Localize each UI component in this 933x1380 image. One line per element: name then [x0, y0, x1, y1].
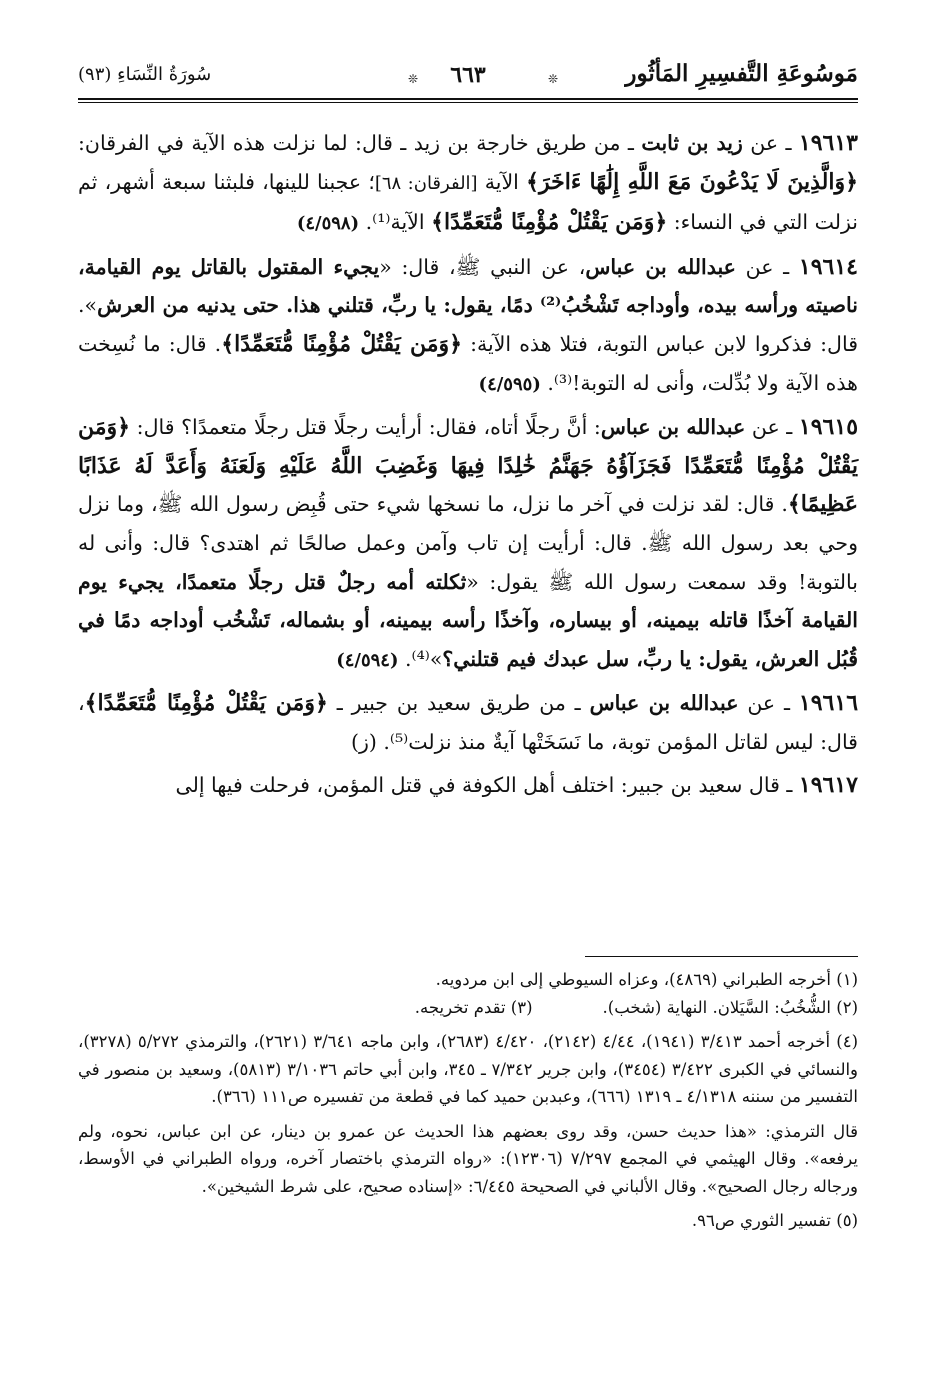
- reference: [الفرقان: ٦٨]: [374, 172, 478, 194]
- hadith-entry: [78, 124, 858, 244]
- entry-number: ١٩٦١٧: [798, 771, 858, 798]
- entry-text: ـ من طريق خارجة بن زيد ـ قال: لما نزلت هذه الآية في الفرقان:: [78, 131, 642, 155]
- entry-text: ـ من طريق سعيد بن جبير ـ: [327, 691, 590, 716]
- footnotes: [78, 966, 858, 1235]
- hadith-entry: [78, 408, 858, 680]
- entry-text: عبدالله بن عباس: [589, 691, 739, 716]
- footnote-separator: [585, 956, 858, 957]
- surah-label: سُورَةُ النِّسَاءِ (٩٣): [78, 64, 212, 85]
- page-number: ٦٦٣: [450, 62, 486, 88]
- entry-text: . قال: لقد نزلت في آخر ما نزل، ما نسخها شيء حتى قُبِض رسول الله ﷺ، وما نزل وحي بعد رسول الله ﷺ. قال: أرأيت إن تاب وآمن وعمل صالحًا ثم اهتدى؟ قال: وأنى له بالتوبة! وقد سمعت رسول الله ﷺ يقول: «: [78, 492, 858, 594]
- book-title: مَوسُوعَةِ التَّفسِيرِ المَأثُور: [625, 60, 858, 87]
- entry-text: ؛ عجبنا للينها، فلبثنا سبعة أشهر، ثم نزلت التي في النساء:: [78, 169, 858, 235]
- footnote-2: (٢) الشُّخُبُ: السَّيَلان. النهاية (شخب).: [602, 997, 858, 1017]
- entry-text: ـ قال سعيد بن جبير: اختلف أهل الكوفة في قتل المؤمن، فرحلت فيها إلى: [175, 772, 799, 797]
- entry-text: : أنَّ رجلًا أتاه، فقال: أرأيت رجلًا قتل رجلًا متعمدًا؟ قال:: [130, 415, 601, 440]
- entry-text: ». قال: فذكروا لابن عباس التوبة، فتلا هذه الآية:: [78, 293, 858, 356]
- entry-text: ـ عن: [742, 131, 799, 155]
- page-header: [78, 58, 858, 100]
- entry-text: الآية⁽¹⁾.: [359, 210, 432, 235]
- quran-verse: ﴿وَمَن يَقْتُلْ مُؤْمِنًا مُّتَعَمِّدًا﴾: [221, 330, 463, 357]
- entry-number: ١٩٦١٤: [798, 253, 858, 280]
- hadith-entry: [78, 684, 858, 761]
- ornament-left: ❊: [407, 72, 418, 86]
- footnote-tirmidhi: قال الترمذي: «هذا حديث حسن، وقد روى بعضهم هذا الحديث عن عمرو بن دينار، عن ابن عباس، نحوه، ولم يرفعه». وقال الهيثمي في المجمع ٧/٢٩٧ (١٢٣٠٦): «رواه الترمذي باختصار آخره، ورواه الطبراني في الأوسط، ورجاله رجال الصحيح». وقال الألباني في الصحيحة ٦/٤٤٥: «إسناده صحيح، على شرط الشيخين».: [78, 1121, 858, 1196]
- quran-verse: ﴿وَمَن يَقْتُلْ مُؤْمِنًا مُّتَعَمِّدًا﴾: [84, 690, 328, 717]
- entry-text: يجيء المقتول بالقاتل يوم القيامة، ناصيته ورأسه بيده، وأوداجه تَشْخُبُ⁽²⁾ دمًا، يقول: يا ربِّ، قتلني هذا. حتى يدنيه من العرش: [78, 254, 859, 318]
- footnote-5: (٥) تفسير الثوري ص٩٦.: [691, 1211, 858, 1230]
- entry-text: الآية: [477, 169, 527, 194]
- entry-text: ثكلته أمه رجلٌ قتل رجلًا متعمدًا، يجيء يوم القيامة آخذًا قاتله بيمينه، أو بيساره، وآخذًا رأسه بيمينه، أو بشماله، تَشْخُب أوداجه دمًا في قُبُل العرش، يقول: يا ربِّ، سل عبدك فيم قتلني؟: [78, 569, 858, 671]
- entry-text: زيد بن ثابت: [641, 131, 743, 155]
- entry-number: ١٩٦١٦: [798, 690, 859, 717]
- reference: (٤/٥٩٥): [478, 373, 541, 395]
- hadith-entry: [78, 766, 858, 805]
- entry-number: ١٩٦١٣: [798, 130, 858, 156]
- footnote-1: (١) أخرجه الطبراني (٤٨٦٩)، وعزاه السيوطي إلى ابن مردويه.: [435, 970, 858, 989]
- footnote-3: (٣) تقدم تخريجه.: [414, 997, 533, 1017]
- entry-text: ـ عن: [738, 691, 799, 716]
- footnote-4: (٤) أخرجه أحمد ٣/٤١٣ (١٩٤١)، ٤/٤٤ (٢١٤٢)، ٤/٤٢٠ (٢٦٨٣)، وابن ماجه ٣/٦٤١ (٢٦٢١)، والترمذي ٥/٢٧٢ (٣٢٧٨)، والنسائي في الكبرى ٣/٤٢٢ (٣٤٥٤)، وابن جرير ٧/٣٤٢ ـ ٣٤٥، وابن أبي حاتم ٣/١٠٣٦ (٥٨١٣)، وسعيد بن منصور في التفسير من سننه ٤/١٣١٨ ـ ١٣١٩ (٦٦٦)، وعبدبن حميد كما في قطعة من تفسيره ص١١١ (٣٦٦).: [78, 1032, 859, 1106]
- entry-text: ـ عن: [745, 415, 799, 440]
- ornament-right: ❊: [547, 72, 558, 86]
- entry-text: عبدالله بن عباس: [585, 254, 736, 279]
- entry-text: ، قال: ليس لقاتل المؤمن توبة، ما نَسَخَتْها آيةٌ منذ نزلت⁽⁵⁾. (ز): [78, 691, 858, 754]
- entry-text: »⁽⁴⁾.: [398, 646, 443, 671]
- entry-text: عبدالله بن عباس: [600, 415, 746, 440]
- quran-verse: ﴿وَمَن يَقْتُلْ مُؤْمِنًا مُّتَعَمِّدًا﴾: [431, 209, 668, 236]
- quran-verse: ﴿وَمَن يَقْتُلْ مُؤْمِنًا مُّتَعَمِّدًا فَجَزَآؤُهُ جَهَنَّمُ خَٰلِدًا فِيهَا وَغَضِبَ اللَّهُ عَلَيْهِ وَلَعَنَهُ وَأَعَدَّ لَهُ عَذَابًا عَظِيمًا﴾: [78, 414, 858, 518]
- main-text: [78, 124, 858, 808]
- reference: (٤/٥٩٤): [336, 649, 399, 671]
- header-rule-thin: [78, 102, 858, 103]
- header-rule: [78, 98, 858, 100]
- entry-text: ـ عن: [735, 254, 799, 279]
- entry-number: ١٩٦١٥: [798, 414, 859, 441]
- reference: (٤/٥٩٨): [296, 213, 360, 235]
- quran-verse: ﴿وَالَّذِينَ لَا يَدْعُونَ مَعَ اللَّهِ إِلَٰهًا ءَاخَرَ﴾: [526, 168, 859, 195]
- entry-text: . قال: ما نُسِخت هذه الآية ولا بُدِّلت، وأنى له التوبة!⁽³⁾.: [78, 331, 858, 395]
- entry-text: ، عن النبي ﷺ، قال: «: [379, 254, 586, 279]
- hadith-entry: [78, 248, 858, 404]
- footnote-row: [78, 994, 858, 1022]
